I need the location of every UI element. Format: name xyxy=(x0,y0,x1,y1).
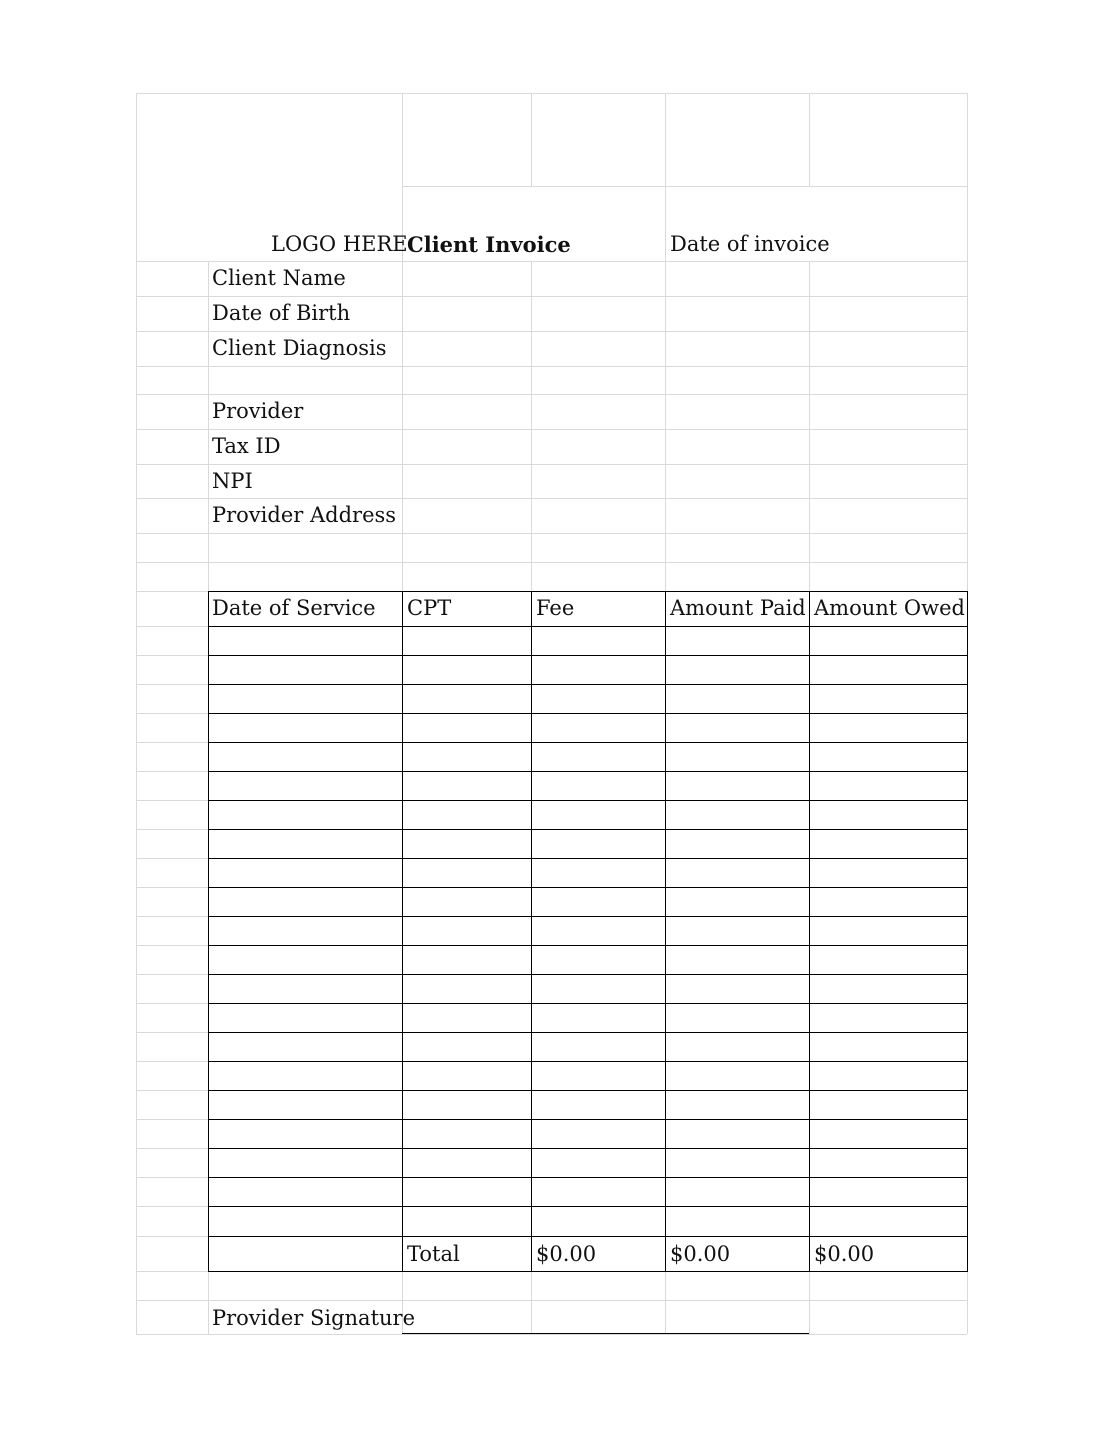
gridline-row xyxy=(136,366,967,367)
client-name-label: Client Name xyxy=(212,266,346,290)
table-border-row xyxy=(208,1119,968,1120)
table-border-row xyxy=(208,887,968,888)
tax-id-label: Tax ID xyxy=(212,434,281,458)
table-border-col xyxy=(402,591,403,1272)
gridline-row xyxy=(402,186,967,187)
gridline-row xyxy=(136,562,967,563)
table-border-row xyxy=(208,655,968,656)
table-border-col xyxy=(967,591,968,1272)
date-of-invoice-label: Date of invoice xyxy=(670,232,830,256)
gridline-row xyxy=(136,1334,967,1335)
table-border-row xyxy=(208,1148,968,1149)
provider-address-label: Provider Address xyxy=(212,503,397,527)
gridline-row xyxy=(136,331,967,332)
logo-placeholder: LOGO HERE xyxy=(271,232,408,256)
table-border-row xyxy=(208,916,968,917)
total-amount-owed: $0.00 xyxy=(814,1242,875,1266)
signature-line xyxy=(402,1333,809,1334)
table-border-col xyxy=(665,591,666,1272)
npi-label: NPI xyxy=(212,469,253,493)
table-border-row xyxy=(208,591,968,592)
table-border-row xyxy=(208,1061,968,1062)
table-border-row xyxy=(208,742,968,743)
table-border-row xyxy=(208,713,968,714)
table-border-row xyxy=(208,771,968,772)
table-border-row xyxy=(208,945,968,946)
table-border-row xyxy=(208,1177,968,1178)
table-border-col xyxy=(809,591,810,1272)
table-border-row xyxy=(208,1236,968,1237)
col-amount-paid: Amount Paid xyxy=(670,596,806,620)
gridline-row xyxy=(136,464,967,465)
gridline-row xyxy=(136,93,967,94)
total-amount-paid: $0.00 xyxy=(670,1242,731,1266)
gridline-row xyxy=(136,429,967,430)
provider-label: Provider xyxy=(212,399,304,423)
client-diagnosis-label: Client Diagnosis xyxy=(212,336,387,360)
table-border-row xyxy=(208,684,968,685)
table-border-row xyxy=(208,1032,968,1033)
table-border-col xyxy=(208,591,209,1272)
date-of-birth-label: Date of Birth xyxy=(212,301,351,325)
table-border-row xyxy=(208,626,968,627)
table-border-col xyxy=(531,591,532,1272)
table-border-row xyxy=(208,800,968,801)
total-label: Total xyxy=(407,1242,460,1266)
table-border-row xyxy=(208,829,968,830)
col-amount-owed: Amount Owed xyxy=(814,596,965,620)
table-border-row xyxy=(208,858,968,859)
table-border-row xyxy=(208,974,968,975)
col-fee: Fee xyxy=(536,596,575,620)
gridline-row xyxy=(136,498,967,499)
gridline-row xyxy=(136,394,967,395)
provider-signature-label: Provider Signature xyxy=(212,1306,415,1330)
table-border-row xyxy=(208,1090,968,1091)
gridline-row xyxy=(136,533,967,534)
gridline-col xyxy=(136,93,137,1334)
col-date-of-service: Date of Service xyxy=(212,596,376,620)
gridline-row xyxy=(136,296,967,297)
total-fee: $0.00 xyxy=(536,1242,597,1266)
gridline-row xyxy=(136,1300,967,1301)
table-border-row xyxy=(208,1271,968,1272)
table-border-row xyxy=(208,1206,968,1207)
table-border-row xyxy=(208,1003,968,1004)
invoice-title: Client Invoice xyxy=(407,232,571,257)
gridline-row xyxy=(136,261,967,262)
col-cpt: CPT xyxy=(407,596,452,620)
